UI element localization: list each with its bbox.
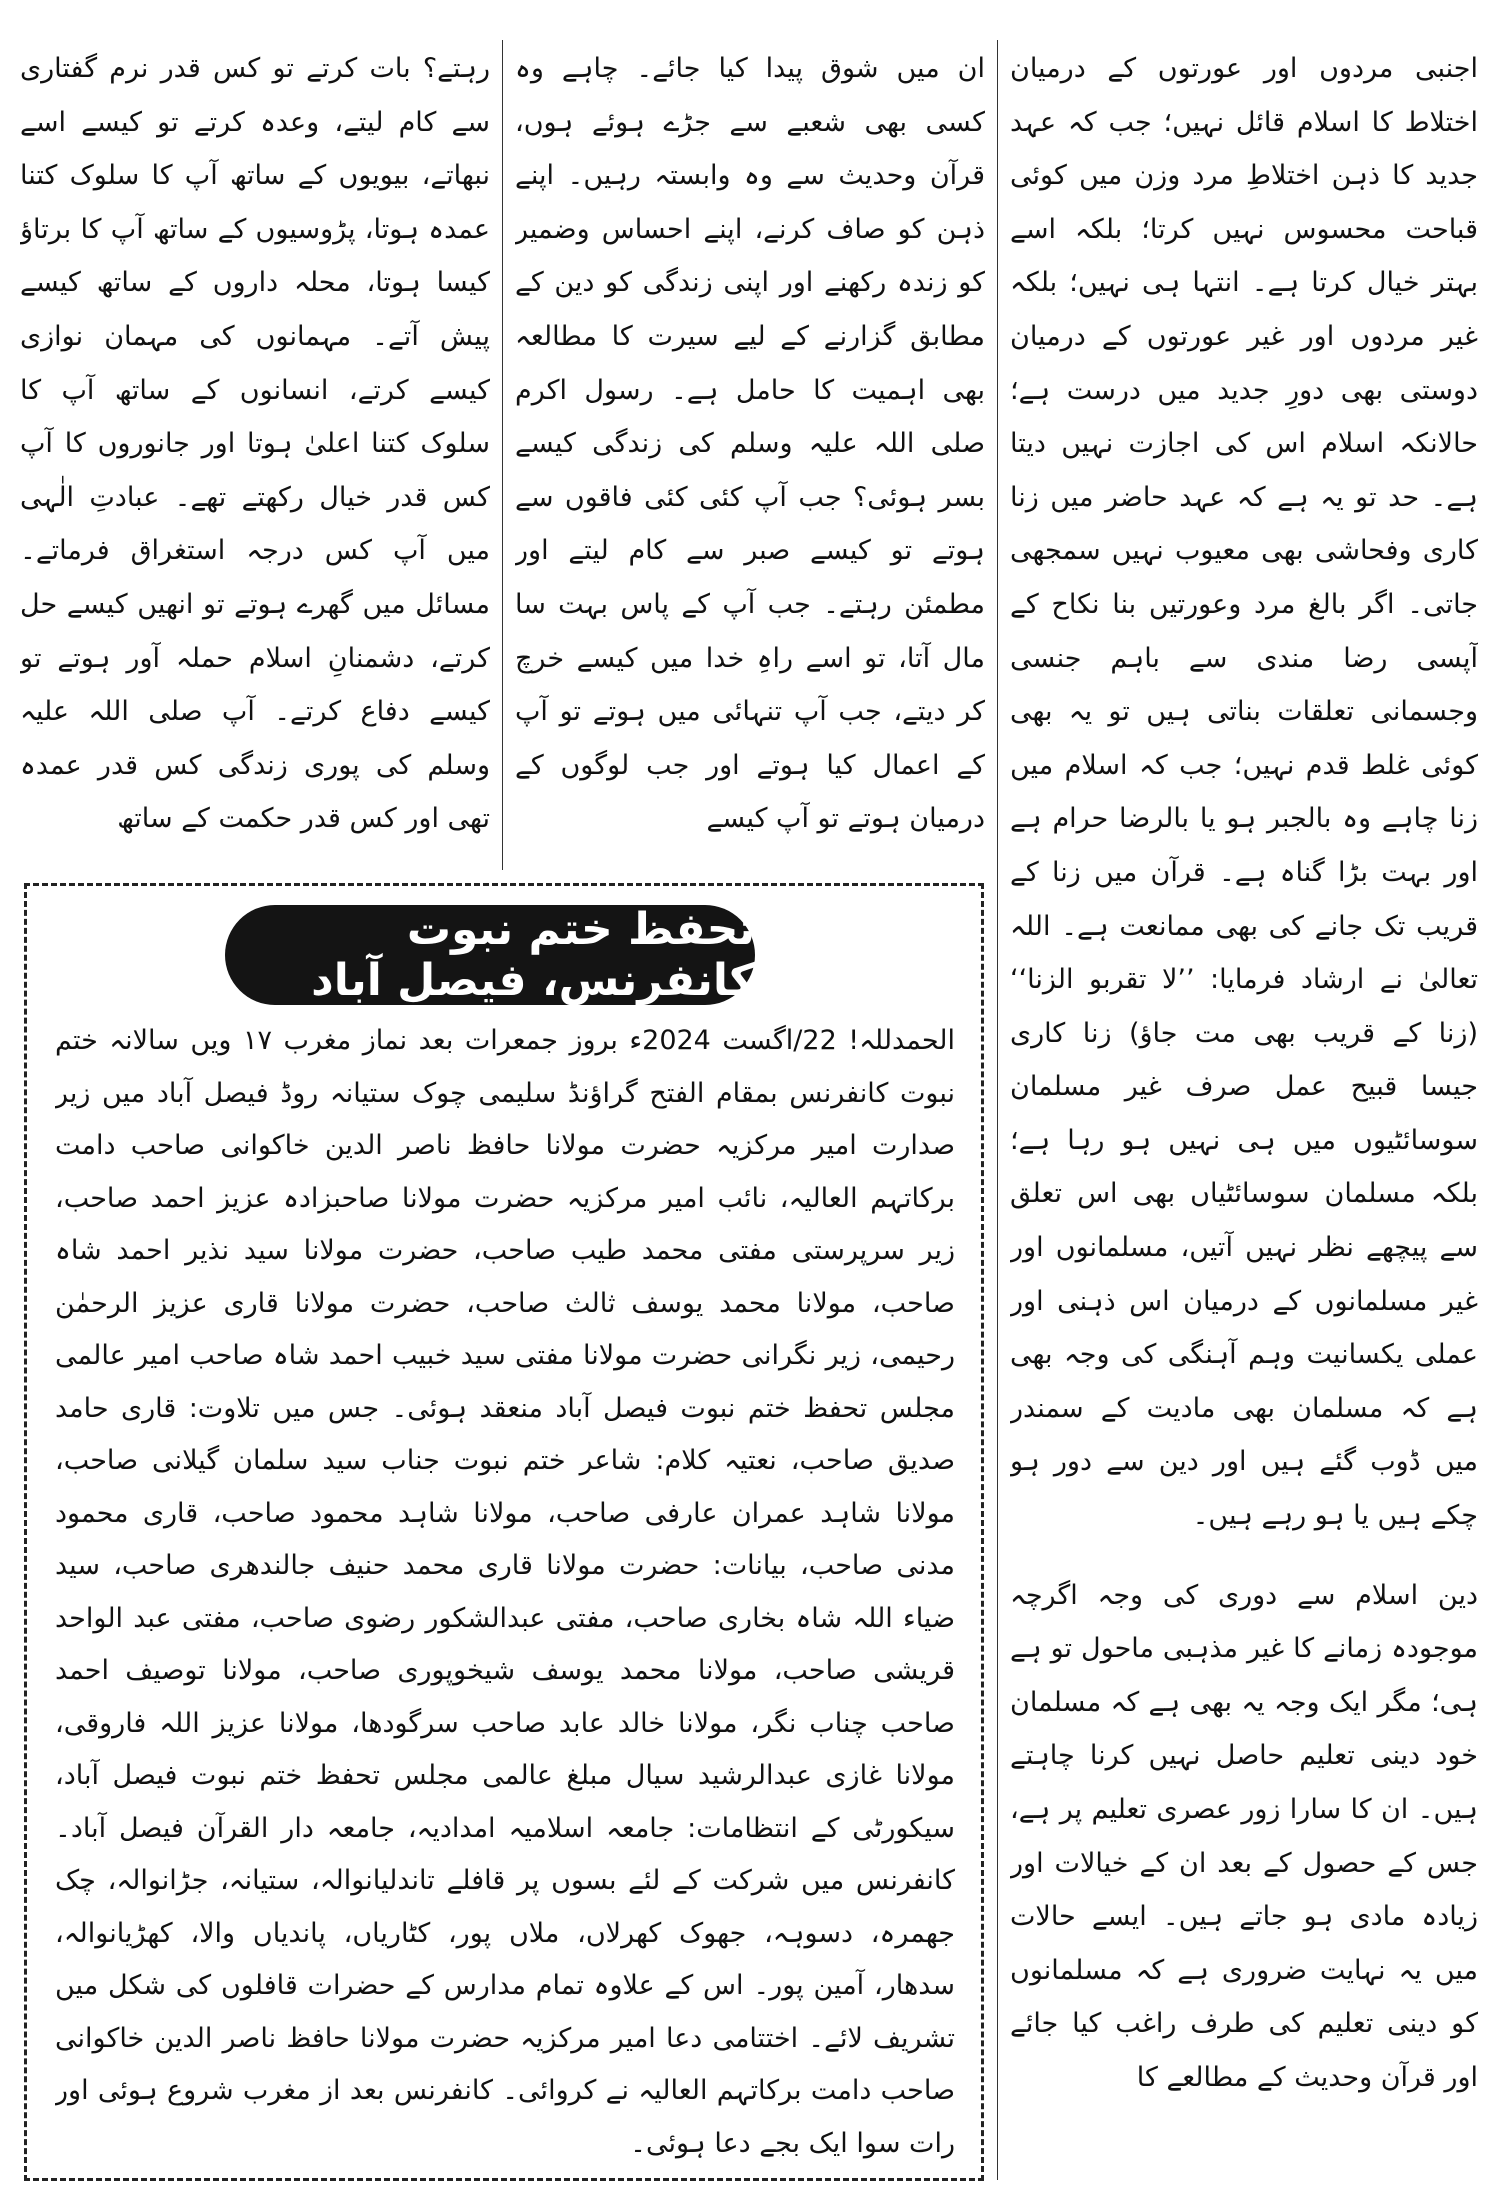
article-paragraph: ان میں شوق پیدا کیا جائے۔ چاہے وہ کسی بھی شعبے سے جڑے ہوئے ہوں، قرآن وحدیث سے وہ وابستہ رہیں۔ اپنے ذہن کو صاف کرنے، اپنے احساس وضمیر کو زندہ رکھنے اور اپنی زندگی کو دین کے مطابق گزارنے کے لیے سیرت کا مطالعہ بھی اہمیت کا حامل ہے۔ رسول اکرم صلی اللہ علیہ وسلم کی زندگی کیسے بسر ہوئی؟ جب آپ کئی کئی فاقوں سے ہوتے تو کیسے صبر سے کام لیتے اور مطمئن رہتے۔ جب آپ کے پاس بہت سا مال آتا، تو اسے راہِ خدا میں کیسے خرچ کر دیتے، جب آپ تنہائی میں ہوتے تو آپ کے اعمال کیا ہوتے اور جب لوگوں کے درمیان ہوتے تو آپ کیسے (515, 53, 985, 835)
article-paragraph: اجنبی مردوں اور عورتوں کے درمیان اختلاط کا اسلام قائل نہیں؛ جب کہ عہد جدید کا ذہن اختلاطِ مرد وزن میں کوئی قباحت محسوس نہیں کرتا؛ بلکہ اسے بہتر خیال کرتا ہے۔ انتہا ہی نہیں؛ بلکہ غیر مردوں اور غیر عورتوں کے درمیان دوستی بھی دورِ جدید میں درست ہے؛ حالانکہ اسلام اس کی اجازت نہیں دیتا ہے۔ حد تو یہ ہے کہ عہد حاضر میں زنا کاری وفحاشی بھی معیوب نہیں سمجھی جاتی۔ اگر بالغ مرد وعورتیں بنا نکاح کے آپسی رضا مندی سے باہم جنسی وجسمانی تعلقات بناتی ہیں تو یہ بھی کوئی غلط قدم نہیں؛ جب کہ اسلام میں زنا چاہے وہ بالجبر ہو یا بالرضا حرام ہے اور بہت بڑا گناہ ہے۔ قرآن میں زنا کے قریب تک جانے کی بھی ممانعت ہے۔ اللہ تعالیٰ نے ارشاد فرمایا: ’’لا تقربو الزنا‘‘ (زنا کے قریب بھی مت جاؤ) زنا کاری جیسا قبیح عمل صرف غیر مسلمان سوسائٹیوں میں ہی نہیں ہو رہا ہے؛ بلکہ مسلمان سوسائٹیاں بھی اس تعلق سے پیچھے نظر نہیں آتیں، مسلمانوں اور غیر مسلمانوں کے درمیان اس ذہنی اور عملی یکسانیت وہم آہنگی کی وجہ بھی ہے کہ مسلمان بھی مادیت کے سمندر میں ڈوب گئے ہیں اور دین سے دور ہو چکے ہیں یا ہو رہے ہیں۔ (1010, 53, 1478, 1532)
article-paragraph: دین اسلام سے دوری کی وجہ اگرچہ موجودہ زمانے کا غیر مذہبی ماحول تو ہے ہی؛ مگر ایک وجہ یہ بھی ہے کہ مسلمان خود دینی تعلیم حاصل نہیں کرنا چاہتے ہیں۔ ان کا سارا زور عصری تعلیم پر ہے، جس کے حصول کے بعد ان کے خیالات اور زیادہ مادی ہو جاتے ہیں۔ ایسے حالات میں یہ نہایت ضروری ہے کہ مسلمانوں کو دینی تعلیم کی طرف راغب کیا جائے اور قرآن وحدیث کے مطالعے کا (1010, 1579, 1478, 2093)
column-divider (502, 40, 503, 870)
article-paragraph: رہتے؟ بات کرتے تو کس قدر نرم گفتاری سے کام لیتے، وعدہ کرتے تو کیسے اسے نبھاتے، بیویوں کے ساتھ آپ کا سلوک کتنا عمدہ ہوتا، پڑوسیوں کے ساتھ آپ کا برتاؤ کیسا ہوتا، محلہ داروں کے ساتھ کیسے پیش آتے۔ مہمانوں کی مہمان نوازی کیسے کرتے، انسانوں کے ساتھ آپ کا سلوک کتنا اعلیٰ ہوتا اور جانوروں کا آپ کس قدر خیال رکھتے تھے۔ عبادتِ الٰہی میں آپ کس درجہ استغراق فرماتے۔ مسائل میں گھرے ہوتے تو انھیں کیسے حل کرتے، دشمنانِ اسلام حملہ آور ہوتے تو کیسے دفاع کرتے۔ آپ صلی اللہ علیہ وسلم کی پوری زندگی کس قدر عمدہ تھی اور کس قدر حکمت کے ساتھ (20, 53, 490, 835)
column-divider (997, 40, 998, 2180)
article-column-middle (515, 42, 985, 862)
news-paragraph: الحمدللہ! 22/اگست 2024ء بروز جمعرات بعد نماز مغرب ۱۷ ویں سالانہ ختم نبوت کانفرنس بمقام الفتح گراؤنڈ سلیمی چوک ستیانہ روڈ فیصل آباد میں زیر صدارت امیر مرکزیہ حضرت مولانا حافظ ناصر الدین خاکوانی صاحب دامت برکاتہم العالیہ، نائب امیر مرکزیہ حضرت مولانا صاحبزادہ عزیز احمد صاحب، زیر سرپرستی مفتی محمد طیب صاحب، حضرت مولانا سید نذیر احمد شاہ صاحب، مولانا محمد یوسف ثالث صاحب، حضرت مولانا قاری عزیز الرحمٰن رحیمی، زیر نگرانی حضرت مولانا مفتی سید خبیب احمد شاہ صاحب امیر عالمی مجلس تحفظ ختم نبوت فیصل آباد منعقد ہوئی۔ جس میں تلاوت: قاری حامد صدیق صاحب، نعتیہ کلام: شاعر ختم نبوت جناب سید سلمان گیلانی صاحب، مولانا شاہد عمران عارفی صاحب، مولانا شاہد محمود صاحب، قاری محمود مدنی صاحب، بیانات: حضرت مولانا قاری محمد حنیف جالندھری صاحب، سید ضیاء اللہ شاہ بخاری صاحب، مفتی عبدالشکور رضوی صاحب، مفتی عبد الواحد قریشی صاحب، مولانا محمد یوسف شیخوپوری صاحب، مولانا توصیف احمد صاحب چناب نگر، مولانا خالد عابد صاحب سرگودھا، مولانا عزیز اللہ فاروقی، مولانا غازی عبدالرشید سیال مبلغ عالمی مجلس تحفظ ختم نبوت فیصل آباد، سیکورٹی کے انتظامات: جامعہ اسلامیہ امدادیہ، جامعہ دار القرآن فیصل آباد۔ کانفرنس میں شرکت کے لئے بسوں پر قافلے تاندلیانوالہ، ستیانہ، جڑانوالہ، چک جھمرہ، دسوہہ، جھوک کھرلاں، ملاں پور، کٹاریاں، پاندیاں والا، کھڑیانوالہ، سدھار، آمین پور۔ اس کے علاوہ تمام مدارس کے حضرات قافلوں کی شکل میں تشریف لائے۔ اختتامی دعا امیر مرکزیہ حضرت مولانا حافظ ناصر الدین خاکوانی صاحب دامت برکاتہم العالیہ نے کروائی۔ کانفرنس بعد از مغرب شروع ہوئی اور رات سوا ایک بجے دعا ہوئی۔ (55, 1025, 955, 2159)
news-title-banner (225, 905, 755, 1005)
news-body (55, 1015, 955, 2165)
article-column-right (1010, 42, 1478, 2182)
article-column-left (20, 42, 490, 862)
news-title: تحفظ ختم نبوت کانفرنس، فیصل آباد (311, 904, 755, 1006)
